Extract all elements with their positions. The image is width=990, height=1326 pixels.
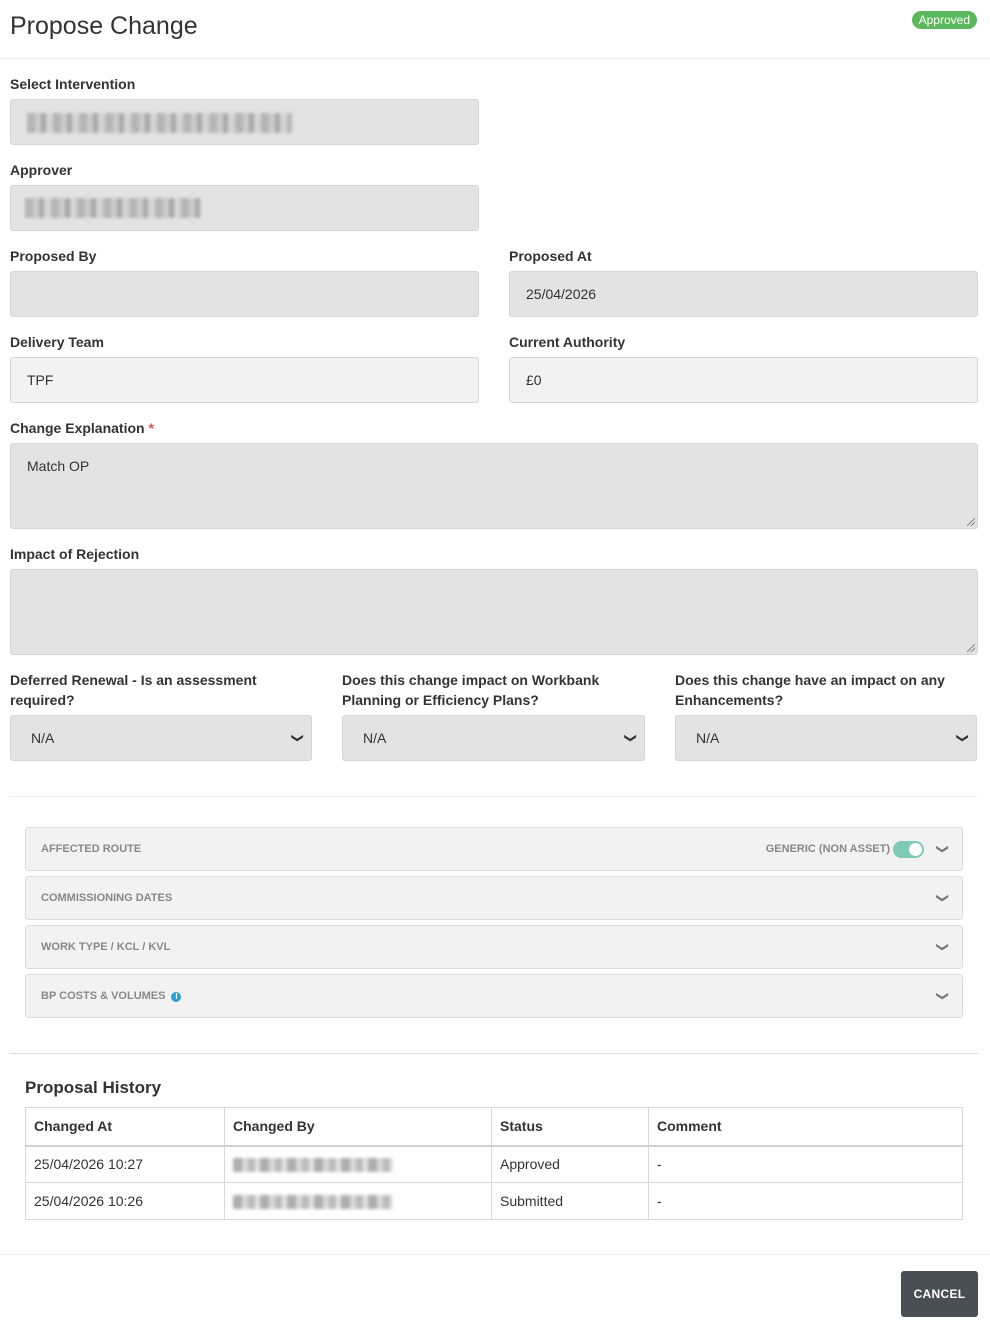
generic-toggle-switch[interactable] [893,841,924,858]
enhancements-impact-select[interactable] [675,715,977,761]
current-authority-field[interactable]: £0 [509,357,978,403]
table-row [26,1183,963,1220]
proposed-at-label: Proposed At [509,248,592,264]
change-explanation-value: Match OP [27,458,90,474]
current-authority-label: Current Authority [509,334,626,350]
accordion-affected-route[interactable] [25,827,963,871]
status-cell: Approved [492,1146,649,1183]
page-title: Propose Change [10,12,198,40]
changed-by-cell [225,1146,492,1183]
redacted-text [27,113,292,133]
accordion-title [41,975,181,1017]
chevron-down-icon[interactable]: ❯ [935,941,950,953]
deferred-renewal-value: N/A [31,730,55,746]
changed-at-cell: 25/04/2026 10:27 [26,1146,225,1183]
cancel-button[interactable]: CANCEL [901,1271,978,1317]
section-divider [10,796,978,797]
proposed-at-field[interactable]: 25/04/2026 [509,271,978,317]
proposed-by-field[interactable] [10,271,479,317]
enhancements-impact-label: Does this change have an impact on any Enhancements? [675,672,945,708]
resize-handle[interactable] [967,644,975,652]
workbank-impact-select[interactable] [342,715,645,761]
impact-of-rejection-label: Impact of Rejection [10,546,140,562]
chevron-down-icon: ❯ [955,732,970,744]
select-intervention-field[interactable] [10,99,479,145]
toggle-knob [909,843,922,856]
section-divider [10,1053,978,1054]
comment-cell: - [649,1183,963,1220]
column-header: Status [492,1108,649,1146]
column-header: Changed At [26,1108,225,1146]
deferred-renewal-select[interactable] [10,715,312,761]
proposal-history-table [25,1107,963,1220]
info-icon[interactable]: I [171,992,181,1002]
modal-header [0,0,990,59]
accordion-title-text: BP COSTS & VOLUMES [41,990,166,1002]
chevron-down-icon[interactable]: ❯ [935,990,950,1002]
impact-of-rejection-textarea[interactable] [10,569,978,655]
chevron-down-icon: ❯ [623,732,638,744]
redacted-text [233,1195,393,1209]
change-explanation-label [10,418,154,438]
change-explanation-label-text: Change Explanation [10,420,145,436]
accordion-title: COMMISSIONING DATES [41,892,173,904]
table-row [26,1146,963,1183]
accordion-title: AFFECTED ROUTE [41,843,142,855]
table-header-row [26,1108,963,1146]
proposed-by-label: Proposed By [10,248,97,264]
changed-at-cell: 25/04/2026 10:26 [26,1183,225,1220]
column-header: Changed By [225,1108,492,1146]
comment-cell: - [649,1146,963,1183]
accordion-work-type[interactable] [25,925,963,969]
footer-divider [0,1254,990,1255]
proposal-history-title: Proposal History [25,1078,162,1097]
redacted-text [233,1158,393,1172]
delivery-team-field[interactable]: TPF [10,357,479,403]
generic-toggle-label: GENERIC (NON ASSET) [765,843,890,855]
workbank-impact-label: Does this change impact on Workbank Planning or Efficiency Plans? [342,672,600,708]
change-explanation-textarea[interactable] [10,443,978,529]
status-cell: Submitted [492,1183,649,1220]
approver-field[interactable] [10,185,479,231]
accordion-bp-costs[interactable] [25,974,963,1018]
enhancements-impact-value: N/A [696,730,720,746]
column-header: Comment [649,1108,963,1146]
deferred-renewal-label: Deferred Renewal - Is an assessment required? [10,672,257,708]
redacted-text [25,198,201,218]
approver-label: Approver [10,162,73,178]
accordion-title: WORK TYPE / KCL / KVL [41,941,171,953]
workbank-impact-value: N/A [363,730,387,746]
required-mark: * [148,420,154,436]
changed-by-cell [225,1183,492,1220]
chevron-down-icon: ❯ [290,732,305,744]
status-badge: Approved [912,11,977,29]
select-intervention-label: Select Intervention [10,76,136,92]
accordion-commissioning-dates[interactable] [25,876,963,920]
delivery-team-label: Delivery Team [10,334,104,350]
chevron-down-icon[interactable]: ❯ [935,843,950,855]
resize-handle[interactable] [967,518,975,526]
chevron-down-icon[interactable]: ❯ [935,892,950,904]
